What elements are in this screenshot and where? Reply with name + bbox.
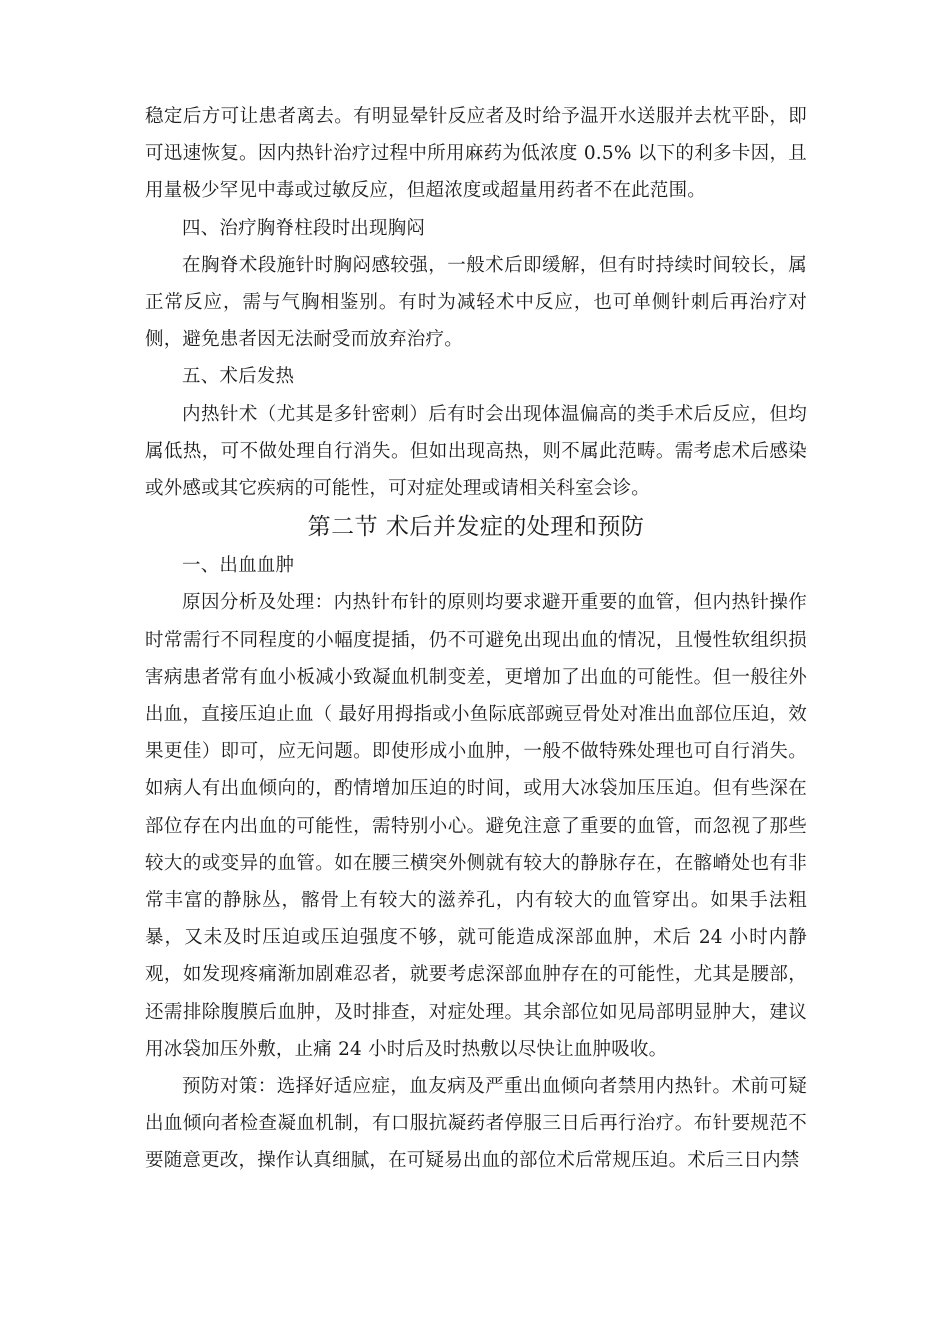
paragraph-prevention: 预防对策：选择好适应症，血友病及严重出血倾向者禁用内热针。术前可疑出血倾向者检查凝血机制，有口服抗凝药者停服三日后再行治疗。布针要规范不要随意更改，操作认真细腻，在可疑易出血的部位术后常规压迫。术后三日内禁	[145, 1076, 807, 1172]
paragraph-cause-analysis: 原因分析及处理：内热针布针的原则均要求避开重要的血管，但内热针操作时常需行不同程度的小幅度提插，仍不可避免出现出血的情况，且慢性软组织损害病患者常有血小板减小致凝血机制变差，更增加了出血的可能性。但一般往外出血，直接压迫止血（ 最好用拇指或小鱼际底部豌豆骨处对准出血部位压迫，效果更佳）即可，应无问题。即使形成小血肿，一般不做特殊处理也可自行消失。如病人有出血倾向的，酌情增加压迫的时间，或用大冰袋加压压迫。但有些深在部位存在内出血的可能性，需特别小心。避免注意了重要的血管，而忽视了那些较大的或变异的血管。如在腰三横突外侧就有较大的静脉存在，在髂嵴处也有非常丰富的静脉丛，髂骨上有较大的滋养孔，内有较大的血管穿出。如果手法粗暴，又未及时压迫或压迫强度不够，就可能造成深部血肿，术后 24 小时内静观，如发现疼痛渐加剧难忍者，就要考虑深部血肿存在的可能性，尤其是腰部，还需排除腹膜后血肿，及时排查，对症处理。其余部位如见局部明显肿大，建议用冰袋加压外敷，止痛 24 小时后及时热敷以尽快让血肿吸收。	[145, 592, 807, 1060]
subheading-postop-fever: 五、术后发热	[182, 366, 295, 388]
subheading-bleeding-hematoma: 一、出血血肿	[182, 555, 295, 577]
document-page	[145, 98, 807, 1180]
paragraph-postop-fever: 内热针术（尤其是多针密刺）后有时会出现体温偏高的类手术后反应，但均属低热，可不做处理自行消失。但如出现高热，则不属此范畴。需考虑术后感染或外感或其它疾病的可能性，可对症处理或请相关科室会诊。	[145, 403, 807, 500]
subheading-chest-tightness: 四、治疗胸脊柱段时出现胸闷	[182, 217, 426, 239]
section-title: 第二节 术后并发症的处理和预防	[307, 514, 645, 541]
paragraph-chest-tightness: 在胸脊术段施针时胸闷感较强，一般术后即缓解，但有时持续时间较长，属正常反应，需与气胸相鉴别。有时为减轻术中反应，也可单侧针刺后再治疗对侧，避免患者因无法耐受而放弃治疗。	[145, 254, 807, 351]
paragraph-continued: 稳定后方可让患者离去。有明显晕针反应者及时给予温开水送服并去枕平卧，即可迅速恢复。因内热针治疗过程中所用麻药为低浓度 0.5% 以下的利多卡因，且用量极少罕见中毒或过敏反应，但超浓度或超量用药者不在此范围。	[145, 106, 807, 202]
